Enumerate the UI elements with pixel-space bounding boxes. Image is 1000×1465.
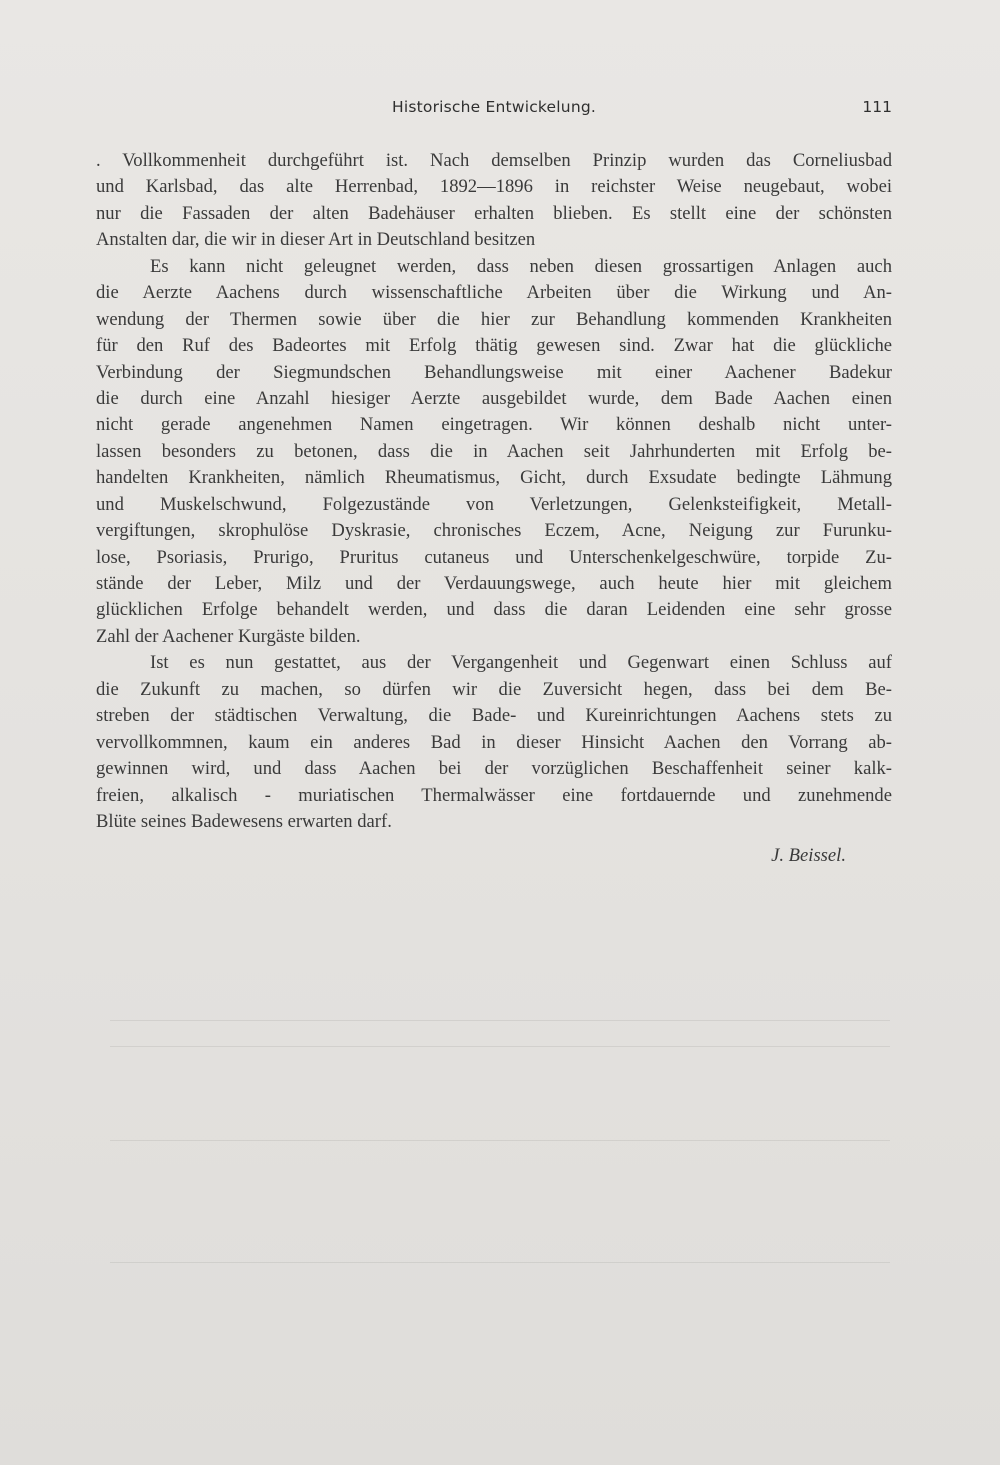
text-line: stände der Leber, Milz und der Verdauungswege, auch heute hier mit gleichem [96,573,892,594]
text-line: und Muskelschwund, Folgezustände von Verletzungen, Gelenksteifigkeit, Metall- [96,493,892,515]
text-line: . Vollkommenheit durchgeführt ist. Nach demselben Prinzip wurden das Corneliusbad [96,150,892,171]
text-line: handelten Krankheiten, nämlich Rheumatismus, Gicht, durch Exsudate bedingte Lähmung [96,467,892,489]
text-line: die Zukunft zu machen, so dürfen wir die Zuversicht hegen, dass bei dem Be- [96,678,892,700]
body-text [96,148,892,835]
text-line: nur die Fassaden der alten Badehäuser erhalten blieben. Es stellt eine der schönsten [96,202,892,224]
show-through-rule [110,1262,890,1263]
text-line: lose, Psoriasis, Prurigo, Pruritus cutaneus und Unterschenkelgeschwüre, torpide Zu- [96,546,892,568]
text-line: glücklichen Erfolge behandelt werden, und dass die daran Leidenden eine sehr grosse [96,599,892,621]
show-through-rule [110,1046,890,1047]
text-line: Verbindung der Siegmundschen Behandlungsweise mit einer Aachener Badekur [96,361,892,383]
text-line: Zahl der Aachener Kurgäste bilden. [96,625,361,647]
paragraph-start-line: Es kann nicht geleugnet werden, dass neben diesen grossartigen Anlagen auch [150,255,892,277]
text-line: streben der städtischen Verwaltung, die Bade- und Kureinrichtungen Aachens stets zu [96,705,892,727]
text-line: nicht gerade angenehmen Namen eingetragen. Wir können deshalb nicht unter- [96,414,892,436]
page-header [96,98,892,126]
author-signature: J. Beissel. [771,845,846,866]
text-line: freien, alkalisch - muriatischen Thermalwässer eine fortdauernde und zunehmende [96,784,892,806]
text-line: und Karlsbad, das alte Herrenbad, 1892—1896 in reichster Weise neugebaut, wobei [96,176,892,198]
text-line: lassen besonders zu betonen, dass die in Aachen seit Jahrhunderten mit Erfolg be- [96,440,892,462]
text-line: vervollkommnen, kaum ein anderes Bad in dieser Hinsicht Aachen den Vorrang ab- [96,731,892,753]
text-line: Anstalten dar, die wir in dieser Art in Deutschland besitzen [96,229,536,251]
running-title: Historische Entwickelung. [391,98,597,116]
text-line: vergiftungen, skrophulöse Dyskrasie, chronisches Eczem, Acne, Neigung zur Furunku- [96,520,892,542]
text-line: die durch eine Anzahl hiesiger Aerzte ausgebildet wurde, dem Bade Aachen einen [96,387,892,409]
text-line: gewinnen wird, und dass Aachen bei der vorzüglichen Beschaffenheit seiner kalk- [96,758,892,780]
show-through-rule [110,1140,890,1141]
show-through-rule [110,1020,890,1021]
page-number: 111 [862,98,892,116]
text-line: wendung der Thermen sowie über die hier zur Behandlung kommenden Krankheiten [96,308,892,330]
paragraph-start-line: Ist es nun gestattet, aus der Vergangenheit und Gegenwart einen Schluss auf [150,652,892,674]
text-line: für den Ruf des Badeortes mit Erfolg thätig gewesen sind. Zwar hat die glückliche [96,335,892,357]
text-line: die Aerzte Aachens durch wissenschaftliche Arbeiten über die Wirkung und An- [96,282,892,304]
text-line: Blüte seines Badewesens erwarten darf. [96,810,392,832]
